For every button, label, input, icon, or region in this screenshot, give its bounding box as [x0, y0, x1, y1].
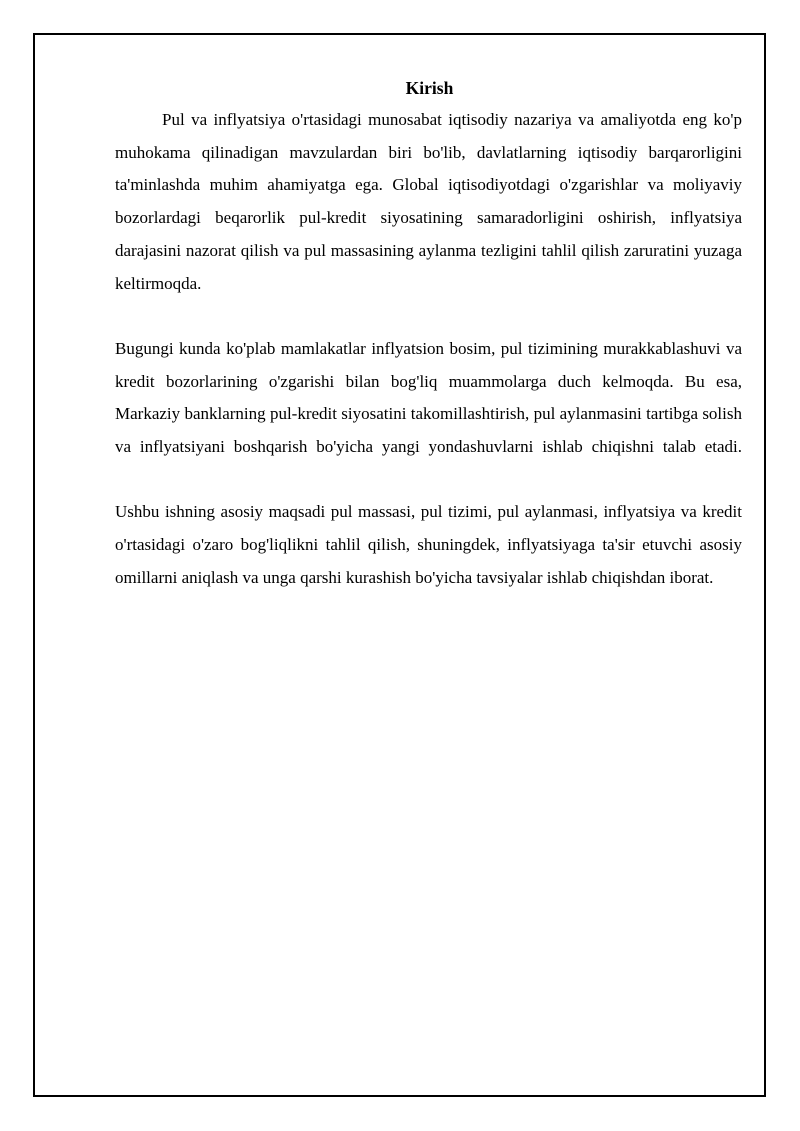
paragraph-spacer [115, 464, 742, 497]
document-body [115, 76, 742, 595]
paragraph-introduction: Pul va inflyatsiya o'rtasidagi munosabat iqtisodiy nazariya va amaliyotda eng ko'p muhokama qilinadigan mavzulardan biri bo'lib, davlatlarning iqtisodiy barqarorligini ta'minlashda muhim ahamiyatga ega. Global iqtisodiyotdagi o'zgarishlar va moliyaviy bozorlardagi beqarorlik pul-kredit siyosatining samaradorligini oshirish, inflyatsiya darajasini nazorat qilish va pul massasining aylanma tezligini tahlil qilish zaruratini yuzaga keltirmoqda. [115, 110, 742, 293]
paragraph-spacer [115, 300, 742, 333]
paragraph-objective: Ushbu ishning asosiy maqsadi pul massasi, pul tizimi, pul aylanmasi, inflyatsiya va kredit o'rtasidagi o'zaro bog'liqlikni tahlil qilish, shuningdek, inflyatsiyaga ta'sir etuvchi asosiy omillarni aniqlash va unga qarshi kurashish bo'yicha tavsiyalar ishlab chiqishdan iborat. [115, 502, 742, 587]
paragraph-current-issues: Bugungi kunda ko'plab mamlakatlar inflyatsion bosim, pul tizimining murakkablashuvi va kredit bozorlarining o'zgarishi bilan bog'liq muammolarga duch kelmoqda. Bu esa, Markaziy banklarning pul-kredit siyosatini takomillashtirish, pul aylanmasini tartibga solish va inflyatsiyani boshqarish bo'yicha yangi yondashuvlarni ishlab chiqishni talab etadi. [115, 338, 742, 457]
document-title: Kirish [405, 78, 454, 98]
